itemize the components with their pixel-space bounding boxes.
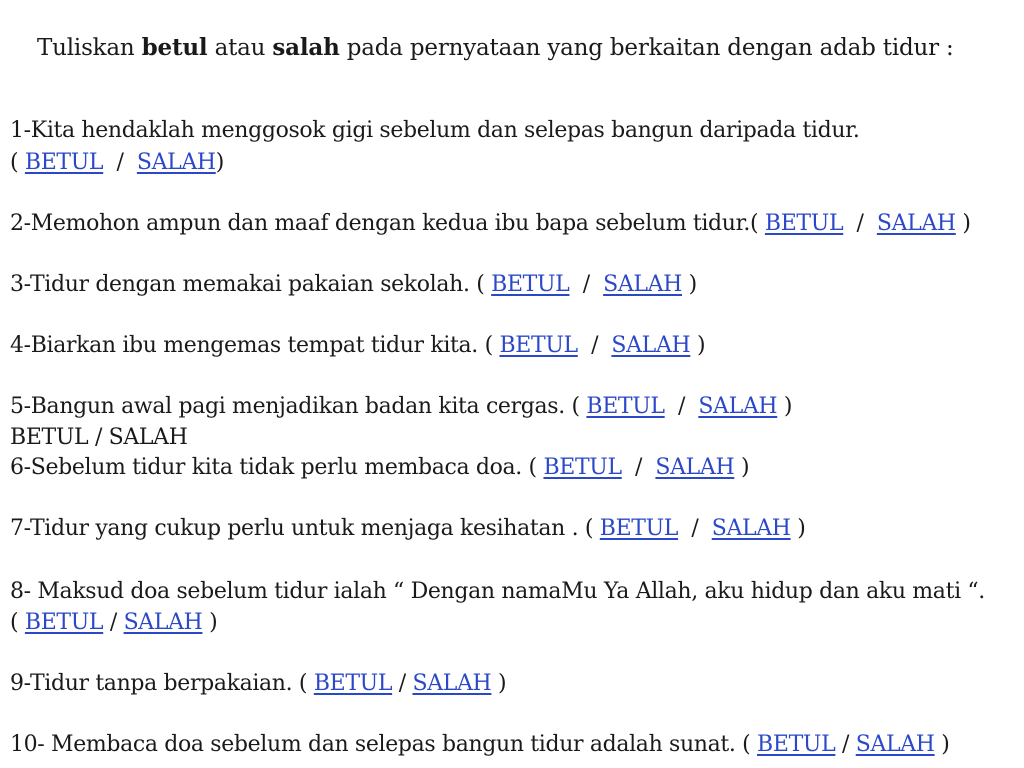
- betul-link-7[interactable]: BETUL: [599, 516, 679, 541]
- close-paren: ): [941, 732, 950, 757]
- close-paren: ): [209, 610, 218, 635]
- salah-link-3[interactable]: SALAH: [603, 272, 682, 297]
- close-paren: ): [696, 333, 706, 358]
- question-5-text: 5-Bangun awal pagi menjadikan badan kita cergas. (: [10, 394, 580, 419]
- question-4: 4-Biarkan ibu mengemas tempat tidur kita. ( BETUL / SALAH ): [10, 333, 706, 358]
- question-3-text: 3-Tidur dengan memakai pakaian sekolah. (: [10, 272, 485, 297]
- instruction-bold-salah: salah: [272, 34, 340, 61]
- salah-link-9[interactable]: SALAH: [412, 671, 492, 696]
- question-10: 10- Membaca doa sebelum dan selepas bangun tidur adalah sunat. ( BETUL / SALAH ): [10, 732, 950, 757]
- salah-link-4[interactable]: SALAH: [611, 333, 691, 358]
- question-2-text: 2-Memohon ampun dan maaf dengan kedua ibu bapa sebelum tidur.(: [10, 211, 759, 236]
- betul-link-10[interactable]: BETUL: [757, 732, 836, 757]
- close-paren: ): [498, 671, 507, 696]
- question-2: 2-Memohon ampun dan maaf dengan kedua ibu bapa sebelum tidur.( BETUL / SALAH ): [10, 211, 971, 236]
- close-paren: ): [797, 516, 806, 541]
- question-9: 9-Tidur tanpa berpakaian. ( BETUL / SALAH ): [10, 671, 507, 696]
- betul-link-8[interactable]: BETUL: [24, 610, 104, 635]
- question-8: [10, 577, 985, 607]
- question-6-text: 6-Sebelum tidur kita tidak perlu membaca doa. (: [10, 455, 537, 480]
- betul-link-6[interactable]: BETUL: [543, 455, 622, 480]
- open-paren: (: [10, 150, 25, 175]
- question-6: 6-Sebelum tidur kita tidak perlu membaca doa. ( BETUL / SALAH ): [10, 455, 750, 480]
- question-1-options: ( BETUL / SALAH): [10, 150, 224, 175]
- question-5: 5-Bangun awal pagi menjadikan badan kita cergas. ( BETUL / SALAH ): [10, 394, 793, 419]
- instruction-heading: [37, 31, 997, 65]
- salah-link-2[interactable]: SALAH: [876, 211, 956, 236]
- salah-link-1[interactable]: SALAH: [136, 150, 216, 175]
- close-paren: ): [215, 150, 224, 175]
- question-7: 7-Tidur yang cukup perlu untuk menjaga kesihatan . ( BETUL / SALAH ): [10, 516, 806, 541]
- salah-link-6[interactable]: SALAH: [655, 455, 735, 480]
- instruction-bold-betul: betul: [141, 34, 208, 61]
- question-1: [10, 116, 860, 146]
- betul-link-9[interactable]: BETUL: [313, 671, 393, 696]
- salah-link-7[interactable]: SALAH: [711, 516, 791, 541]
- instruction-text-1: Tuliskan: [37, 35, 142, 61]
- question-7-text: 7-Tidur yang cukup perlu untuk menjaga kesihatan . (: [10, 516, 594, 541]
- question-1-text: 1-Kita hendaklah menggosok gigi sebelum dan selepas bangun daripada tidur.: [10, 118, 860, 143]
- close-paren: ): [783, 394, 793, 419]
- close-paren: ): [688, 272, 697, 297]
- betul-link-5[interactable]: BETUL: [586, 394, 665, 419]
- question-8-text: 8- Maksud doa sebelum tidur ialah “ Dengan namaMu Ya Allah, aku hidup dan aku mati “.: [10, 579, 985, 604]
- close-paren: ): [962, 211, 971, 236]
- question-9-text: 9-Tidur tanpa berpakaian. (: [10, 671, 308, 696]
- salah-link-8[interactable]: SALAH: [123, 610, 203, 635]
- salah-link-5[interactable]: SALAH: [698, 394, 778, 419]
- question-3: 3-Tidur dengan memakai pakaian sekolah. ( BETUL / SALAH ): [10, 272, 697, 297]
- open-paren: (: [10, 610, 25, 635]
- instruction-text-2: atau: [207, 35, 273, 61]
- question-8-options: ( BETUL / SALAH ): [10, 610, 218, 635]
- question-4-text: 4-Biarkan ibu mengemas tempat tidur kita. (: [10, 333, 493, 358]
- betul-link-3[interactable]: BETUL: [491, 272, 570, 297]
- question-10-text: 10- Membaca doa sebelum dan selepas bangun tidur adalah sunat. (: [10, 732, 751, 757]
- betul-link-1[interactable]: BETUL: [24, 150, 104, 175]
- close-paren: ): [740, 455, 750, 480]
- instruction-text-3: pada pernyataan yang berkaitan dengan adab tidur :: [339, 35, 954, 61]
- stray-betul-salah-line: BETUL / SALAH: [10, 425, 188, 450]
- betul-link-2[interactable]: BETUL: [764, 211, 844, 236]
- betul-link-4[interactable]: BETUL: [499, 333, 578, 358]
- salah-link-10[interactable]: SALAH: [855, 732, 935, 757]
